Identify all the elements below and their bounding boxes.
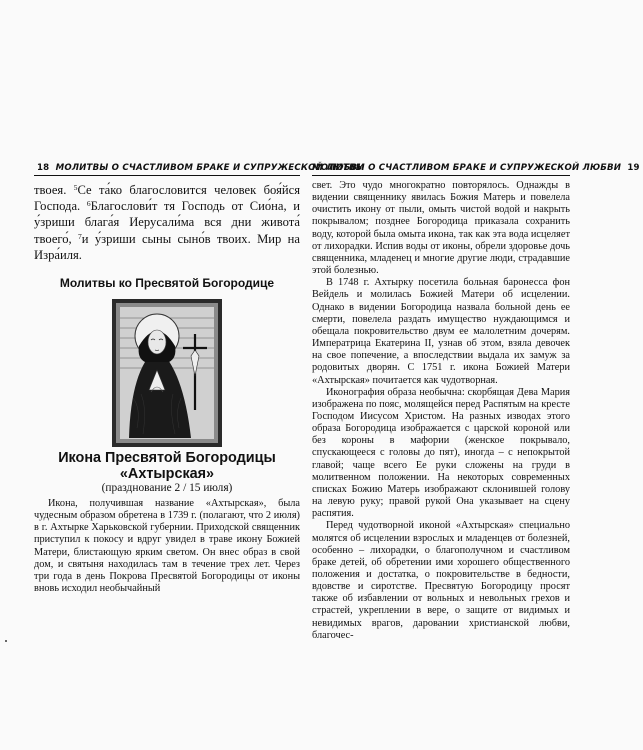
right-page (312, 162, 640, 722)
icon-title (34, 450, 300, 482)
psalm-fragment: Се та́ко благословится человек боя́йся Господа. (34, 183, 300, 214)
verse-number: 6 (86, 199, 91, 209)
running-head-right (312, 162, 640, 176)
page-number-left: 18 (37, 163, 50, 173)
left-page (34, 162, 365, 722)
paragraph-continuation: свет. Это чудо многократно повторялось. Однажды в видении священнику явилась Божия Матерь и повелела очистить икону от пыли, омыть чистой водой и накрыть покрывалом; позднее Богородица приказала сохранить воду, которой была омыта икона, так как эта вода исцеляет от лихорадки. Испив воды от иконы, обрели здоровье дочь священника, младенец и многие другие люди, страдавшие этой болезнью. (312, 180, 570, 277)
scan-speck (5, 640, 7, 642)
right-body-text (312, 180, 570, 642)
paragraph: Икона, получившая название «Ахтырская», была чудесным образом обретена в 1739 г. (полагают, что 2 июля) в г. Ахтырке Харьковской губернии. Приходской священник приступил к покосу и вдруг увидел в траве икону Божией Матери, блистающую ярким светом. Он внес образ в свой дом, и святыня находилась там в течение трех лет. Через три года в день Покрова Пресвятой Богородицы от иконы вновь исходил необычайный (34, 498, 300, 595)
paragraph: Иконография образа необычна: скорбящая Дева Мария изображена по пояс, молящейся перед Распятым на кресте Господом Иисусом Христом. На разных изводах этого образа Богородица изображается с царской короной или без короны в мафории (женское покрывало, спускающееся с головы до пят), иногда – с непокрытой главой; чаще всего Ее руки сложены на груди в молитвенном положении. На некоторых современных списках Божию Матерь изображают склонившей голову на левую руку; правой рукой Она указывает на сцену распятия. (312, 386, 570, 520)
feast-date: (празднование 2 / 15 июля) (101, 482, 233, 495)
page-number-right: 19 (627, 163, 640, 173)
icon-image-frame (34, 298, 300, 448)
icon-title-line: Икона Пресвятой Богородицы (58, 450, 276, 467)
verse-number: 7 (78, 231, 82, 241)
left-body-text (34, 498, 300, 595)
akhtyrskaya-icon-image (111, 298, 223, 448)
psalm-fragment: твоея. (34, 183, 74, 197)
paragraph: В 1748 г. Ахтырку посетила больная баронесса фон Вейдель и молилась Божией Матери об исцелении. Однако в видении Богородица назвала больной день ее смерти, повелела раздать имущество нуждающимся и обещала покровительство двум ее малолетним дочерям. Императрица Екатерина II, узнав об этом, взяла девочек на свое попечение, а впоследствии выдала их замуж за родовитых дворян. С 1751 г. икона Божией Матери «Ахтырская» почитается как чудотворная. (312, 277, 570, 386)
psalm-text (34, 182, 300, 263)
verse-number: 5 (73, 183, 78, 192)
running-head-left (34, 162, 365, 176)
section-title: Молитвы ко Пресвятой Богородице (59, 276, 275, 291)
psalm-fragment: и у́зриши сыны сыно́в твоих. Мир на Изра́иля. (34, 231, 300, 262)
psalm-fragment: Благослови́т тя Господь от Сио́на, и у́зриши блага́я Иерусали́ма вся дни живота́ твоего́, (34, 199, 301, 246)
running-head-title-left: МОЛИТВЫ О СЧАСТЛИВОМ БРАКЕ И СУПРУЖЕСКОЙ ЛЮБВИ (55, 163, 365, 173)
running-head-title-right: МОЛИТВЫ О СЧАСТЛИВОМ БРАКЕ И СУПРУЖЕСКОЙ ЛЮБВИ (312, 163, 622, 173)
icon-title-name: «Ахтырская» (119, 466, 215, 483)
paragraph: Перед чудотворной иконой «Ахтырская» специально молятся об исцелении взрослых и младенцев от болезней, особенно – лихорадки, о благополучном и счастливом браке детей, об обретении ими хорошего общественного положения и достатка, о покровительстве в бедности, вдовстве и сиротстве. Пресвятую Богородицу просят также об избавлении от вольных и невольных грехов и страстей, укреплении в вере, о защите от видимых и невидимых врагов, даровании христианской любви, благочес- (312, 520, 570, 641)
